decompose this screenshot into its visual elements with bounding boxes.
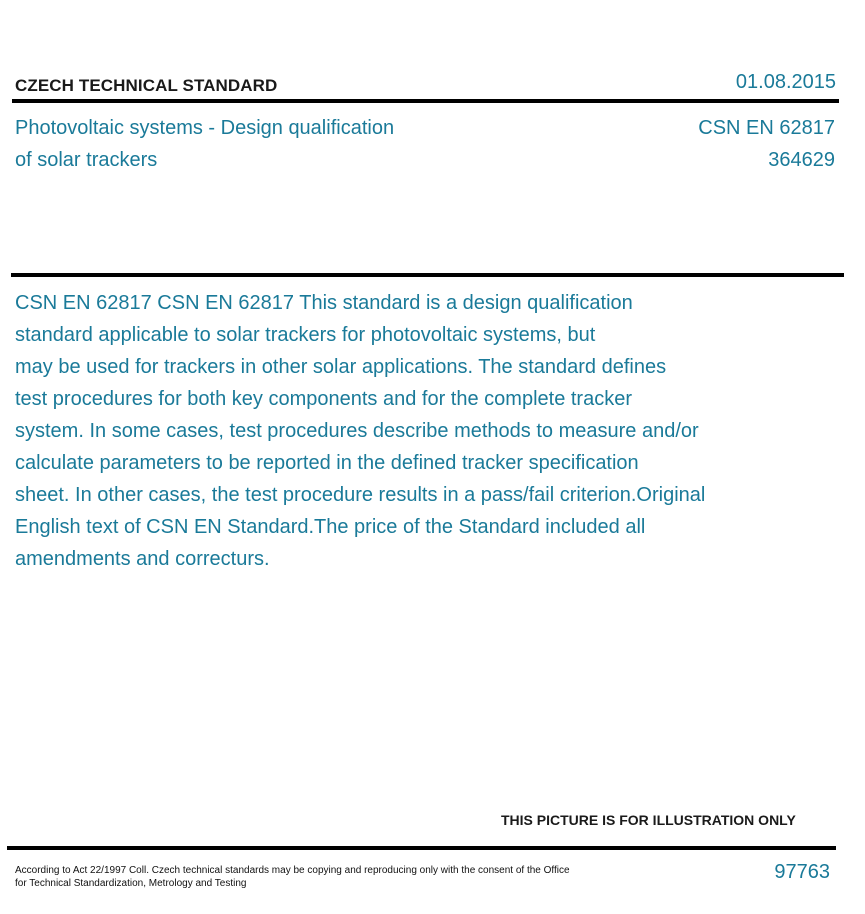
abstract-line: standard applicable to solar trackers for photovoltaic systems, but bbox=[15, 324, 596, 346]
document-number: 97763 bbox=[774, 861, 830, 883]
copyright-notice bbox=[15, 864, 595, 890]
abstract-line: amendments and correcturs. bbox=[15, 548, 270, 570]
abstract-text bbox=[15, 287, 805, 575]
catalog-number: 364629 bbox=[768, 149, 835, 171]
abstract-line: calculate parameters to be reported in the defined tracker specification bbox=[15, 452, 639, 474]
copyright-line: According to Act 22/1997 Coll. Czech technical standards may be copying and reproducing only with the consent of the Office bbox=[15, 865, 570, 876]
document-type-label: CZECH TECHNICAL STANDARD bbox=[15, 76, 278, 95]
abstract-line: English text of CSN EN Standard.The price of the Standard included all bbox=[15, 516, 646, 538]
copyright-line: for Technical Standardization, Metrology and Testing bbox=[15, 878, 247, 889]
footer-divider bbox=[7, 846, 836, 850]
title-line-1: Photovoltaic systems - Design qualification bbox=[15, 117, 395, 139]
title-line-2: of solar trackers bbox=[15, 149, 158, 171]
header-divider bbox=[12, 99, 839, 103]
abstract-line: test procedures for both key components and for the complete tracker bbox=[15, 388, 632, 410]
abstract-line: may be used for trackers in other solar applications. The standard defines bbox=[15, 356, 667, 378]
abstract-line: sheet. In other cases, the test procedure results in a pass/fail criterion.Original bbox=[15, 484, 706, 506]
abstract-line: CSN EN 62817 CSN EN 62817 This standard is a design qualification bbox=[15, 292, 633, 314]
illustration-disclaimer: THIS PICTURE IS FOR ILLUSTRATION ONLY bbox=[501, 812, 796, 828]
title-divider bbox=[11, 273, 844, 277]
abstract-line: system. In some cases, test procedures describe methods to measure and/or bbox=[15, 420, 699, 442]
standard-code: CSN EN 62817 bbox=[698, 117, 835, 139]
publication-date: 01.08.2015 bbox=[735, 71, 836, 93]
